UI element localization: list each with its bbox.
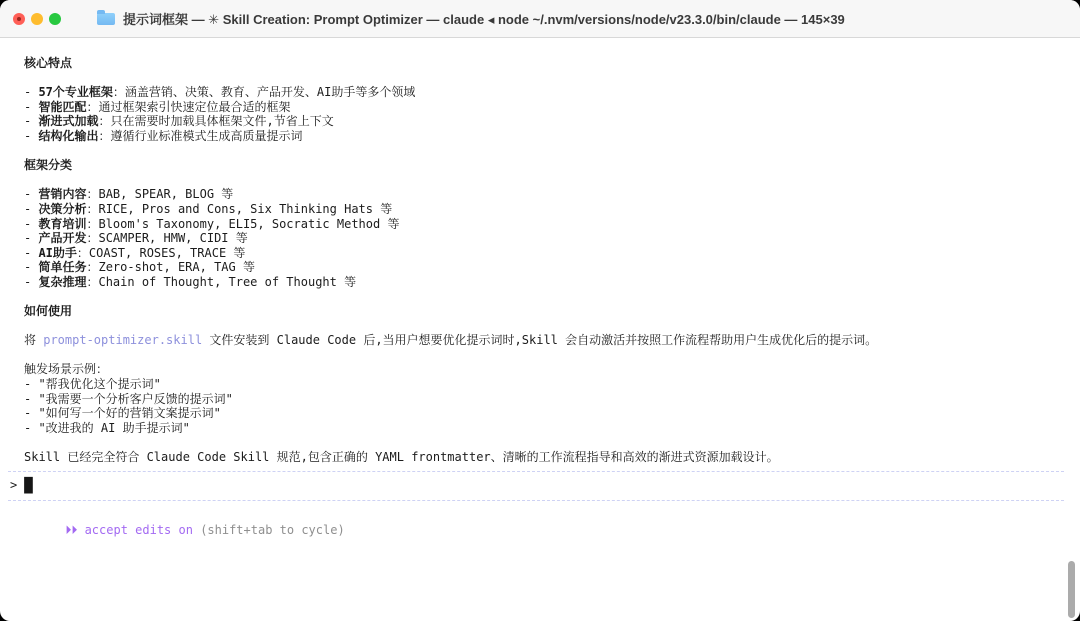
- text-segment: 结构化输出: [38, 128, 99, 143]
- terminal-line: [24, 71, 1056, 86]
- unsaved-dot-icon: [17, 17, 21, 21]
- text-segment: ：COAST, ROSES, TRACE 等: [76, 245, 246, 260]
- text-segment: AI助手: [38, 245, 77, 260]
- terminal-line: [24, 275, 1056, 290]
- terminal-line: [24, 333, 1056, 348]
- terminal-line: [24, 129, 1056, 144]
- text-segment: -: [24, 187, 39, 202]
- text-segment: ：RICE, Pros and Cons, Six Thinking Hats 等: [86, 201, 393, 216]
- terminal-line: [24, 202, 1056, 217]
- title-group: [97, 9, 845, 28]
- scrollbar-thumb[interactable]: [1068, 561, 1075, 618]
- terminal-line: [24, 290, 1056, 305]
- text-segment: ：遵循行业标准模式生成高质量提示词: [98, 128, 303, 143]
- terminal-line: [24, 246, 1056, 261]
- terminal-line: [24, 85, 1056, 100]
- text-segment: ：Zero-shot, ERA, TAG 等: [86, 260, 255, 275]
- terminal-line: [24, 158, 1056, 173]
- terminal-line: [24, 450, 1056, 465]
- text-segment: - "如何写一个好的营销文案提示词": [24, 406, 221, 421]
- terminal-line: [24, 348, 1056, 363]
- terminal-line: [24, 421, 1056, 436]
- text-segment: -: [24, 274, 39, 289]
- close-button[interactable]: [13, 13, 25, 25]
- terminal-line: [24, 260, 1056, 275]
- text-segment: 57个专业框架: [38, 85, 113, 100]
- minimize-button[interactable]: [31, 13, 43, 25]
- accept-edits-mode-indicator[interactable]: ⏵⏵ accept edits on: [65, 523, 201, 538]
- text-segment: 产品开发: [38, 231, 87, 246]
- text-segment: -: [24, 260, 39, 275]
- terminal-line: [24, 377, 1056, 392]
- text-segment: 将: [24, 333, 44, 348]
- folder-icon: [97, 13, 115, 25]
- text-segment: 简单任务: [38, 260, 87, 275]
- inline-code: prompt-optimizer.skill: [43, 333, 203, 348]
- terminal-line: [24, 144, 1056, 159]
- folder-tab-icon: [97, 10, 105, 14]
- terminal-line: [24, 187, 1056, 202]
- text-segment: ：只在需要时加载具体框架文件,节省上下文: [98, 114, 334, 129]
- text-segment: 复杂推理: [38, 274, 87, 289]
- text-cursor: █: [24, 477, 33, 494]
- terminal-line: [24, 362, 1056, 377]
- text-segment: -: [24, 114, 39, 129]
- status-line: [22, 509, 1080, 553]
- text-segment: ：通过框架索引快速定位最合适的框架: [86, 99, 291, 114]
- terminal-line: [24, 217, 1056, 232]
- terminal-line: [24, 100, 1056, 115]
- text-segment: ：Bloom's Taxonomy, ELI5, Socratic Method 等: [86, 216, 400, 231]
- terminal-line: [24, 319, 1056, 334]
- text-segment: ：涵盖营销、决策、教育、产品开发、AI助手等多个领域: [112, 85, 416, 100]
- window-titlebar: [0, 0, 1080, 38]
- terminal-line: [24, 435, 1056, 450]
- text-segment: 框架分类: [24, 158, 73, 173]
- text-segment: -: [24, 216, 39, 231]
- mode-cycle-hint: (shift+tab to cycle): [200, 523, 345, 538]
- window-title: 提示词框架 — ✳ Skill Creation: Prompt Optimizer — claude ◂ node ~/.nvm/versions/node/v23.3.0/bin/claude — 145×39: [123, 12, 845, 27]
- traffic-lights: [0, 13, 67, 25]
- text-segment: Skill 已经完全符合 Claude Code Skill 规范,包含正确的 YAML frontmatter、清晰的工作流程指导和高效的渐进式资源加载设计。: [24, 450, 779, 465]
- text-segment: - "我需要一个分析客户反馈的提示词": [24, 391, 233, 406]
- text-segment: -: [24, 85, 39, 100]
- text-segment: 如何使用: [24, 304, 73, 319]
- terminal-line: [24, 114, 1056, 129]
- terminal-line: [24, 173, 1056, 188]
- text-segment: - "改进我的 AI 助手提示词": [24, 420, 190, 435]
- text-segment: ：SCAMPER, HMW, CIDI 等: [86, 231, 248, 246]
- terminal-output: [0, 56, 1080, 465]
- text-segment: -: [24, 201, 39, 216]
- terminal-content: [0, 38, 1080, 552]
- terminal-line: [24, 406, 1056, 421]
- text-segment: ：BAB, SPEAR, BLOG 等: [86, 187, 234, 202]
- prompt-input[interactable]: [8, 471, 1064, 501]
- prompt-symbol: >: [10, 478, 18, 493]
- fullscreen-button[interactable]: [49, 13, 61, 25]
- text-segment: -: [24, 231, 39, 246]
- text-segment: 文件安装到 Claude Code 后,当用户想要优化提示词时,Skill 会自动激活并按照工作流程帮助用户生成优化后的提示词。: [202, 333, 878, 348]
- text-segment: 智能匹配: [38, 99, 87, 114]
- text-segment: ：Chain of Thought, Tree of Thought 等: [86, 274, 357, 289]
- text-segment: - "帮我优化这个提示词": [24, 377, 161, 392]
- text-segment: -: [24, 128, 39, 143]
- text-segment: 营销内容: [38, 187, 87, 202]
- text-segment: 教育培训: [38, 216, 87, 231]
- terminal-line: [24, 231, 1056, 246]
- text-segment: 渐进式加载: [38, 114, 99, 129]
- text-segment: 决策分析: [38, 201, 87, 216]
- text-segment: 触发场景示例：: [24, 362, 109, 377]
- text-segment: 核心特点: [24, 56, 73, 70]
- terminal-line: [24, 304, 1056, 319]
- terminal-line: [24, 56, 1056, 71]
- text-segment: -: [24, 245, 39, 260]
- terminal-line: [24, 392, 1056, 407]
- text-segment: -: [24, 99, 39, 114]
